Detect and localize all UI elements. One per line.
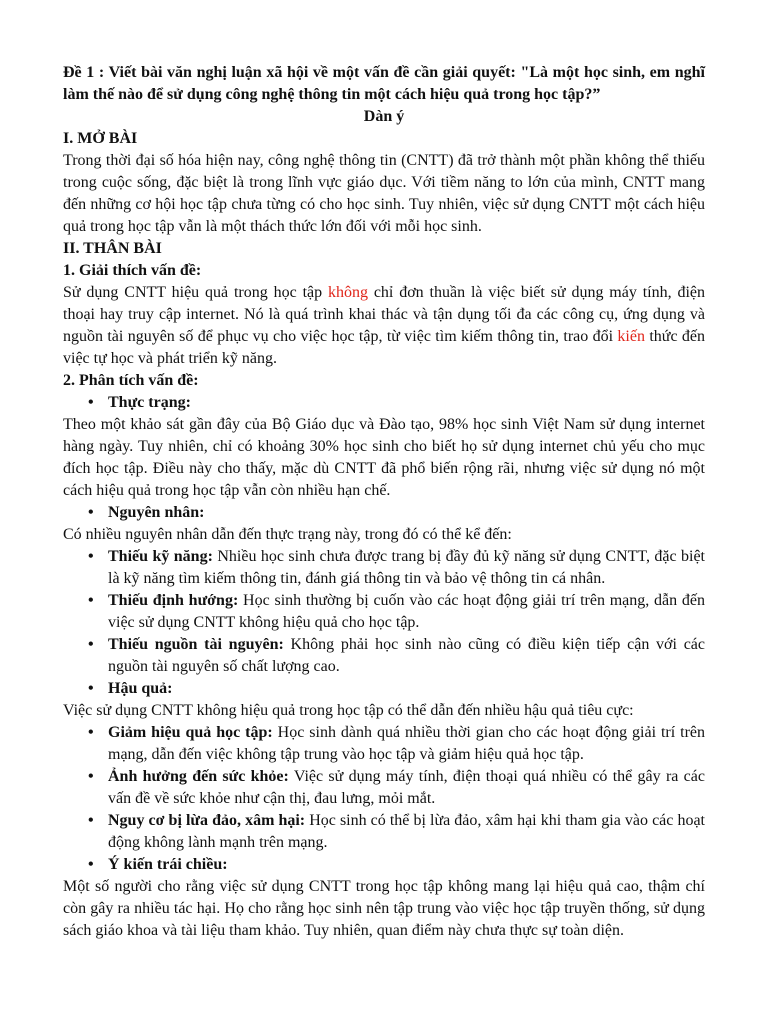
document-body xyxy=(63,62,705,942)
list-item-term: Ảnh hưởng đến sức khỏe: xyxy=(108,768,289,785)
section-heading-mo-bai: I. MỞ BÀI xyxy=(63,130,138,147)
explain-text-3: thức đến việc tự học và phát triển kỹ năng. xyxy=(63,328,705,367)
explain-text-1: Sử dụng CNTT hiệu quả trong học tập xyxy=(63,284,328,301)
bullet-list-nguyen-nhan xyxy=(63,502,705,524)
bullet-y-kien-trai-chieu: • Ý kiến trái chiều: xyxy=(63,854,705,876)
subheading-analysis: 2. Phân tích vấn đề: xyxy=(63,372,199,389)
list-nguyen-nhan xyxy=(63,546,705,700)
paragraph-nguyen-nhan-intro: Có nhiều nguyên nhân dẫn đến thực trạng này, trong đó có thể kể đến: xyxy=(63,526,512,543)
list-item-text: Không phải học sinh nào cũng có điều kiện tiếp cận với các nguồn tài nguyên số chất lượng cao. xyxy=(108,636,706,675)
list-item xyxy=(63,722,705,766)
list-item xyxy=(63,810,705,854)
section-heading-than-bai: II. THÂN BÀI xyxy=(63,240,162,257)
list-item xyxy=(63,590,705,634)
bullet-list-thuc-trang xyxy=(63,392,705,414)
list-item-text: Nhiều học sinh chưa được trang bị đầy đủ kỹ năng sử dụng CNTT, đặc biệt là kỹ năng tìm kiếm thông tin, đánh giá thông tin và bảo vệ thông tin cá nhân. xyxy=(108,548,705,587)
paragraph-explain xyxy=(63,282,705,370)
explain-text-2: chỉ đơn thuần là việc biết sử dụng máy tính, điện thoại hay truy cập internet. Nó là quá trình khai thác và tận dụng tối đa các công cụ, ứng dụng và nguồn tài nguyên số để phục vụ cho việc học tập, từ việc tìm kiếm thông tin, trao đổi xyxy=(63,284,706,345)
list-item-text: Học sinh dành quá nhiều thời gian cho các hoạt động giải trí trên mạng, dẫn đến việc không tập trung vào học tập và giảm hiệu quả học tập. xyxy=(108,724,706,763)
list-item-term: Nguy cơ bị lừa đảo, xâm hại: xyxy=(108,812,306,829)
list-item xyxy=(63,546,705,590)
highlighted-word-khong: không xyxy=(327,284,368,301)
list-item-text: Việc sử dụng máy tính, điện thoại quá nhiều có thể gây ra các vấn đề về sức khỏe như cận thị, đau lưng, mỏi mắt. xyxy=(108,768,705,807)
subheading-explain: 1. Giải thích vấn đề: xyxy=(63,262,202,279)
bullet-thuc-trang: • Thực trạng: xyxy=(63,392,705,414)
paragraph-mo-bai: Trong thời đại số hóa hiện nay, công nghệ thông tin (CNTT) đã trở thành một phần không thể thiếu trong cuộc sống, đặc biệt là trong lĩnh vực giáo dục. Với tiềm năng to lớn của mình, CNTT mang đến những cơ hội học tập chưa từng có cho học sinh. Tuy nhiên, việc sử dụng CNTT một cách hiệu quả trong học tập vẫn là một thách thức lớn đối với mỗi học sinh. xyxy=(63,152,705,235)
document-title: Đề 1 : Viết bài văn nghị luận xã hội về một vấn đề cần giải quyết: "Là một học sinh, em nghĩ làm thế nào để sử dụng công nghệ thông tin một cách hiệu quả trong học tập?” xyxy=(63,64,705,103)
list-item-text: Học sinh thường bị cuốn vào các hoạt động giải trí trên mạng, dẫn đến việc sử dụng CNTT không hiệu quả cho học tập. xyxy=(108,592,705,631)
paragraph-thuc-trang: Theo một khảo sát gần đây của Bộ Giáo dục và Đào tạo, 98% học sinh Việt Nam sử dụng internet hàng ngày. Tuy nhiên, chỉ có khoảng 30% học sinh cho biết họ sử dụng internet chủ yếu cho mục đích học tập. Điều này cho thấy, mặc dù CNTT đã phổ biến rộng rãi, nhưng việc sử dụng nó một cách hiệu quả trong học tập vẫn còn nhiều hạn chế. xyxy=(63,416,705,499)
list-item xyxy=(63,634,705,678)
list-item-term: Giảm hiệu quả học tập: xyxy=(108,724,273,741)
list-item xyxy=(63,766,705,810)
paragraph-hau-qua-intro: Việc sử dụng CNTT không hiệu quả trong học tập có thể dẫn đến nhiều hậu quả tiêu cực: xyxy=(63,702,634,719)
bullet-hau-qua: • Hậu quả: xyxy=(63,678,705,700)
list-hau-qua xyxy=(63,722,705,876)
list-item-term: Thiếu nguồn tài nguyên: xyxy=(108,636,284,653)
list-item-term: Thiếu kỹ năng: xyxy=(108,548,213,565)
list-item-term: Thiếu định hướng: xyxy=(108,592,239,609)
bullet-nguyen-nhan: • Nguyên nhân: xyxy=(63,502,705,524)
paragraph-y-kien-trai-chieu: Một số người cho rằng việc sử dụng CNTT trong học tập không mang lại hiệu quả cao, thậm chí còn gây ra nhiều tác hại. Họ cho rằng học sinh nên tập trung vào việc học tập truyền thống, sử dụng sách giáo khoa và tài liệu tham khảo. Tuy nhiên, quan điểm này chưa thực sự toàn diện. xyxy=(63,878,705,939)
highlighted-word-kien: kiến xyxy=(617,328,645,345)
outline-label: Dàn ý xyxy=(363,108,405,125)
list-item-text: Học sinh có thể bị lừa đảo, xâm hại khi tham gia vào các hoạt động không lành mạnh trên mạng. xyxy=(108,812,705,851)
